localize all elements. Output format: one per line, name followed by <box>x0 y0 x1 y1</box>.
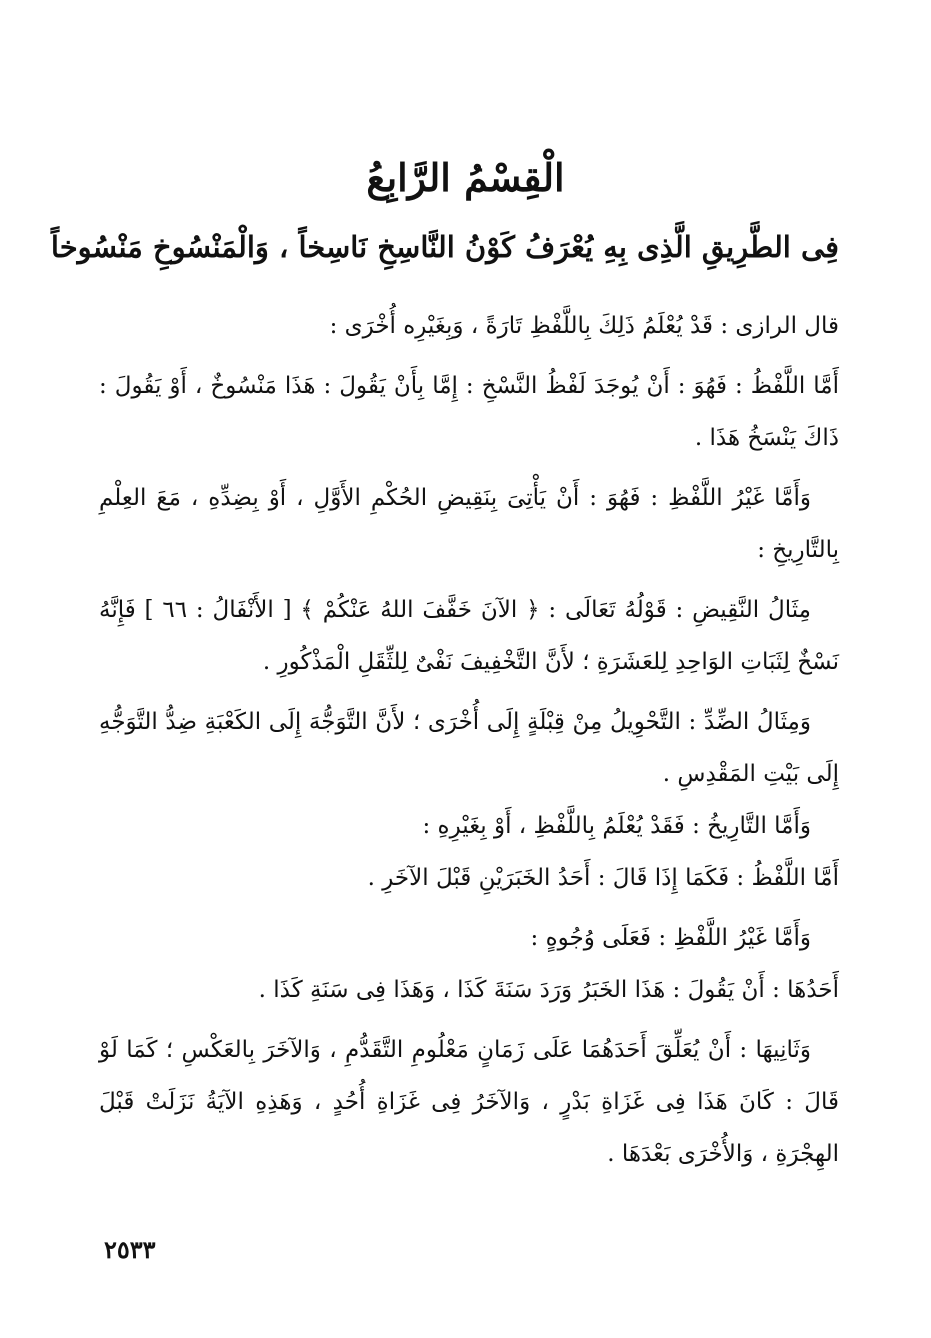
paragraph-wording: أَمَّا اللَّفْظُ : فَهُوَ : أَنْ يُوجَدَ لَفْظُ النَّسْخِ : إِمَّا بِأَنْ يَقُولَ : هَذَا مَنْسُوخٌ ، أَوْ يَقُولَ : ذَاكَ يَنْسَخُ هَذَا . <box>99 373 839 451</box>
paragraph-contradiction-example: مِثَالُ النَّقِيضِ : قَوْلُهُ تَعَالَى : ﴿ الآنَ خَفَّفَ اللهُ عَنْكُمْ ﴾ [ الأَنْفَالُ : ٦٦ ] فَإِنَّهُ نَسْخٌ لِثَبَاتِ الوَاحِدِ لِلعَشَرَةِ ؛ لأَنَّ التَّخْفِيفَ نَفْىٌ لِلثِّقَلِ الْمَذْكُورِ . <box>99 597 839 675</box>
page-number: ٢٥٣٣ <box>104 1235 156 1264</box>
section-subtitle: فِى الطَّرِيقِ الَّذِى بِهِ يُعْرَفُ كَوْنُ النَّاسِخِ نَاسِخاً ، وَالْمَنْسُوخِ مَنْسُوخاً <box>50 230 839 264</box>
section-title: الْقِسْمُ الرَّابِعُ <box>366 155 565 200</box>
paragraph-history-non-wording: وَأَمَّا غَيْرُ اللَّفْظِ : فَعَلَى وُجُوهٍ : <box>530 925 811 951</box>
paragraph-history-wording: أَمَّا اللَّفْظُ : فَكَمَا إِذَا قَالَ : أَحَدُ الخَبَرَيْنِ قَبْلَ الآخَرِ . <box>367 865 839 891</box>
paragraph-history: وَأَمَّا التَّارِيخُ : فَقَدْ يُعْلَمُ بِاللَّفْظِ ، أَوْ بِغَيْرِهِ : <box>422 813 811 839</box>
paragraph-non-wording: وَأَمَّا غَيْرُ اللَّفْظِ : فَهُوَ : أَنْ يَأْتِىَ بِنَقِيضِ الحُكْمِ الأَوَّلِ ، أَوْ بِضِدِّهِ ، مَعَ العِلْمِ بِالتَّارِيخِ : <box>99 485 839 563</box>
paragraph-opposite-example: وَمِثَالُ الضِّدِّ : التَّحْوِيلُ مِنْ قِبْلَةٍ إِلَى أُخْرَى ؛ لأَنَّ التَّوَجُّهَ إِلَى الكَعْبَةِ ضِدُّ التَّوَجُّهِ إِلَى بَيْتِ المَقْدِسِ . <box>99 709 839 787</box>
paragraph-intro: قال الرازى : قَدْ يُعْلَمُ ذَلِكَ بِاللَّفْظِ تَارَةً ، وَبِغَيْرِه أُخْرَى : <box>329 313 839 339</box>
paragraph-first-way: أَحَدُهَا : أَنْ يَقُولَ : هَذَا الخَبَرُ وَرَدَ سَنَةَ كَذَا ، وَهَذَا فِى سَنَةِ كَذَا . <box>258 977 839 1003</box>
paragraph-second-way: وَثَانِيهَا : أَنْ يُعَلِّقَ أَحَدَهُمَا عَلَى زَمَانٍ مَعْلُومِ التَّقَدُّمِ ، وَالآخَرَ بِالعَكْسِ ؛ كَمَا لَوْ قَالَ : كَانَ هَذَا فِى غَزَاةِ بَدْرٍ ، وَالآخَرُ فِى غَزَاةِ أُحُدٍ ، وَهَذِهِ الآيَةُ نَزَلَتْ قَبْلَ الهِجْرَةِ ، وَالأُخْرَى بَعْدَهَا . <box>99 1037 839 1167</box>
body-text <box>99 300 839 1180</box>
